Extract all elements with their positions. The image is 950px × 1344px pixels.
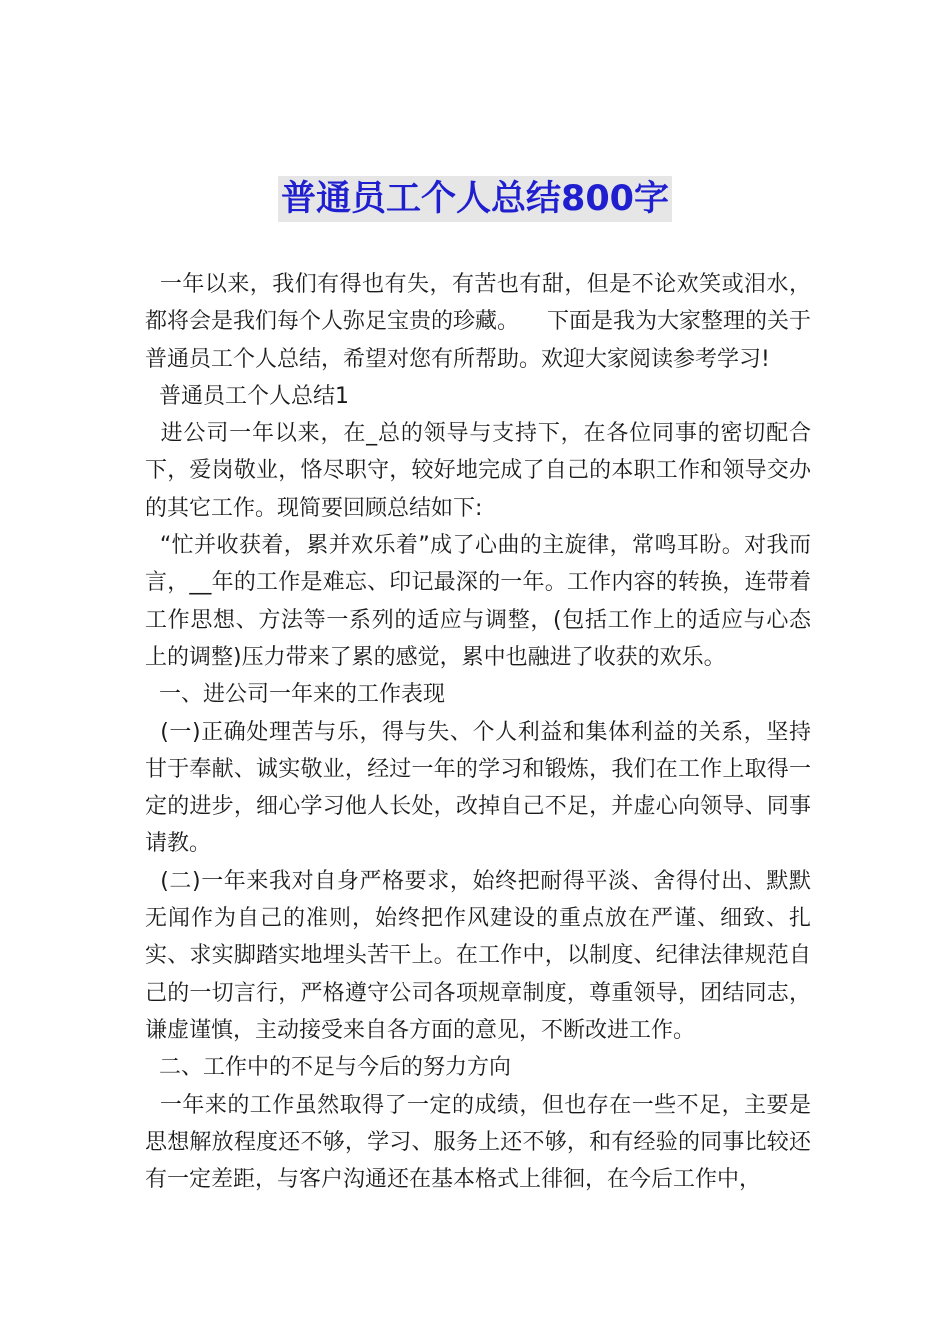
paragraph-point-one: (一)正确处理苦与乐，得与失、个人利益和集体利益的关系，坚持甘于奉献、诚实敬业，经过一年的学习和锻炼，我们在工作上取得一定的进步，细心学习他人长处，改掉自己不足，并虚心向领导、同事请教。 — [145, 719, 811, 857]
paragraph-point-two: (二)一年来我对自身严格要求，始终把耐得平淡、舍得付出、默默无闻作为自己的准则，始终把作风建设的重点放在严谨、细致、扎实、求实脚踏实地埋头苦干上。在工作中，以制度、纪律法律规范自己的一切言行，严格遵守公司各项规章制度，尊重领导，团结同志，谦虚谨慎，主动接受来自各方面的意见，不断改进工作。 — [145, 868, 811, 1043]
section-heading-performance: 一、进公司一年来的工作表现 — [145, 682, 446, 708]
paragraph-busy-and-happy: “忙并收获着，累并欢乐着”成了心曲的主旋律，常鸣耳盼。对我而言，__年的工作是难忘、印记最深的一年。工作内容的转换，连带着工作思想、方法等一系列的适应与调整，(包括工作上的适应与心态上的调整)压力带来了累的感觉，累中也融进了收获的欢乐。 — [145, 533, 811, 670]
paragraph-intro: 一年以来，我们有得也有失，有苦也有甜，但是不论欢笑或泪水，都将会是我们每个人弥足宝贵的珍藏。 下面是我为大家整理的关于普通员工个人总结，希望对您有所帮助。欢迎大家阅读参考学习! — [145, 272, 811, 372]
document-body — [145, 266, 811, 1198]
paragraph-joining: 进公司一年以来，在_总的领导与支持下，在各位同事的密切配合下，爱岗敬业，恪尽职守，较好地完成了自己的本职工作和领导交办的其它工作。现简要回顾总结如下: — [145, 421, 811, 521]
title-container — [0, 176, 950, 222]
paragraph-shortcomings: 一年来的工作虽然取得了一定的成绩，但也存在一些不足，主要是思想解放程度还不够，学习、服务上还不够，和有经验的同事比较还有一定差距，与客户沟通还在基本格式上徘徊，在今后工作中， — [145, 1092, 811, 1193]
section-heading-summary-1: 普通员工个人总结1 — [145, 383, 349, 409]
document-title: 普通员工个人总结800字 — [278, 176, 672, 222]
section-heading-shortcomings: 二、工作中的不足与今后的努力方向 — [145, 1055, 512, 1081]
